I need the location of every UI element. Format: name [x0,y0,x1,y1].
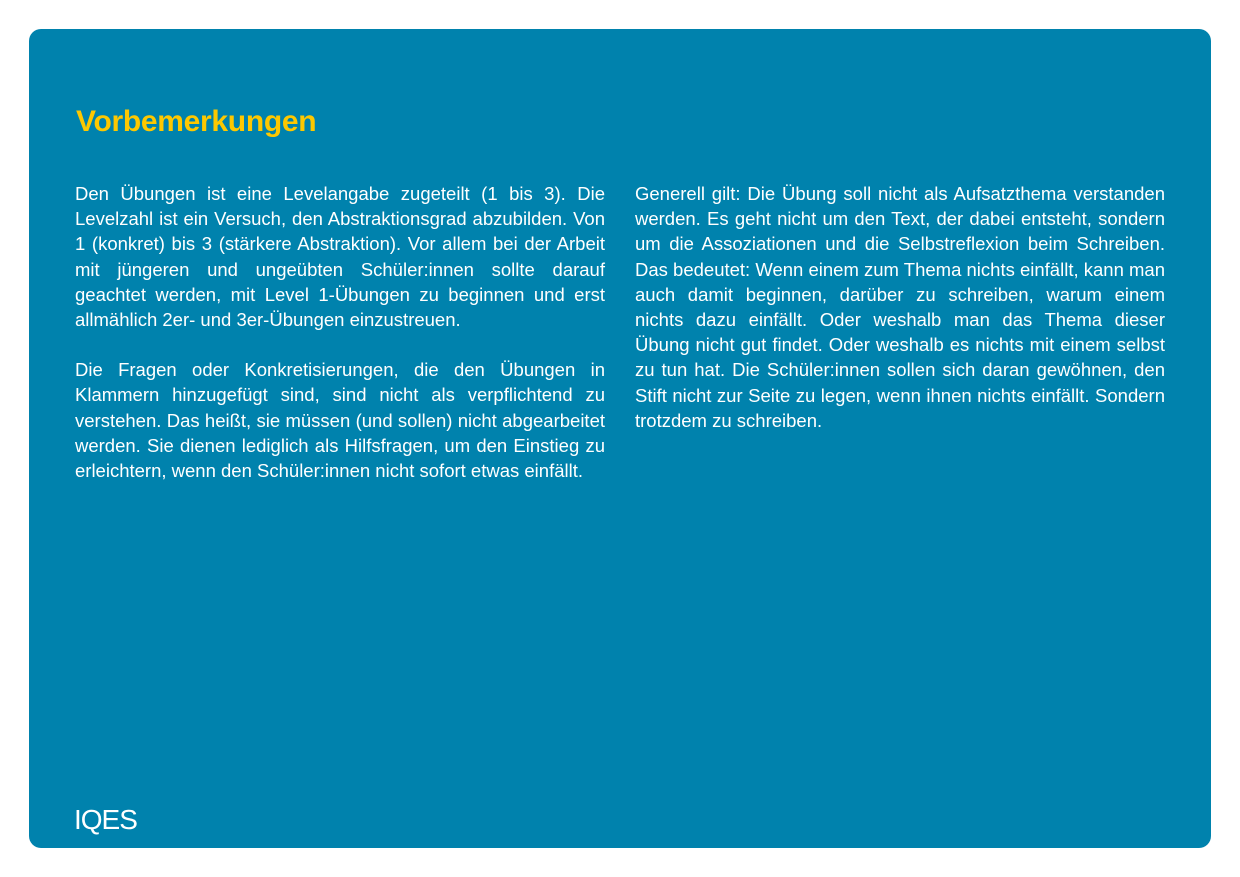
left-text-column [75,181,605,508]
paragraph: Die Fragen oder Konkretisierungen, die den Übungen in Klammern hinzugefügt sind, sind nicht als verpflichtend zu verstehen. Das heißt, sie müssen (und sollen) nicht abgearbeitet werden. Sie dienen lediglich als Hilfsfragen, um den Einstieg zu erleichtern, wenn den Schüler:innen nicht sofort etwas einfällt. [75,359,605,482]
content-card [29,29,1211,848]
paragraph: Generell gilt: Die Übung soll nicht als Aufsatzthema verstanden werden. Es geht nicht um den Text, der dabei entsteht, sondern um die Assoziationen und die Selbstreflexion beim Schreiben. Das bedeutet: Wenn einem zum Thema nichts einfällt, kann man auch damit beginnen, darüber zu schreiben, warum einem nichts dazu einfällt. Oder weshalb man das Thema dieser Übung nicht gut findet. Oder weshalb es nichts mit einem selbst zu tun hat. Die Schüler:innen sollen sich daran gewöhnen, den Stift nicht zur Seite zu legen, wenn ihnen nichts einfällt. Sondern trotzdem zu schreiben. [635,183,1165,431]
page-title: Vorbemerkungen [76,105,317,138]
right-text-column [635,181,1165,458]
paragraph: Den Übungen ist eine Levelangabe zugeteilt (1 bis 3). Die Levelzahl ist ein Versuch, den Abstraktionsgrad abzubilden. Von 1 (konkret) bis 3 (stärkere Abstraktion). Vor allem bei der Arbeit mit jüngeren und ungeübten Schüler:innen sollte darauf geachtet werden, mit Level 1-Übungen zu beginnen und erst allmählich 2er- und 3er-Übungen einzustreuen. [75,183,605,331]
iqes-logo: IQES [74,804,137,835]
